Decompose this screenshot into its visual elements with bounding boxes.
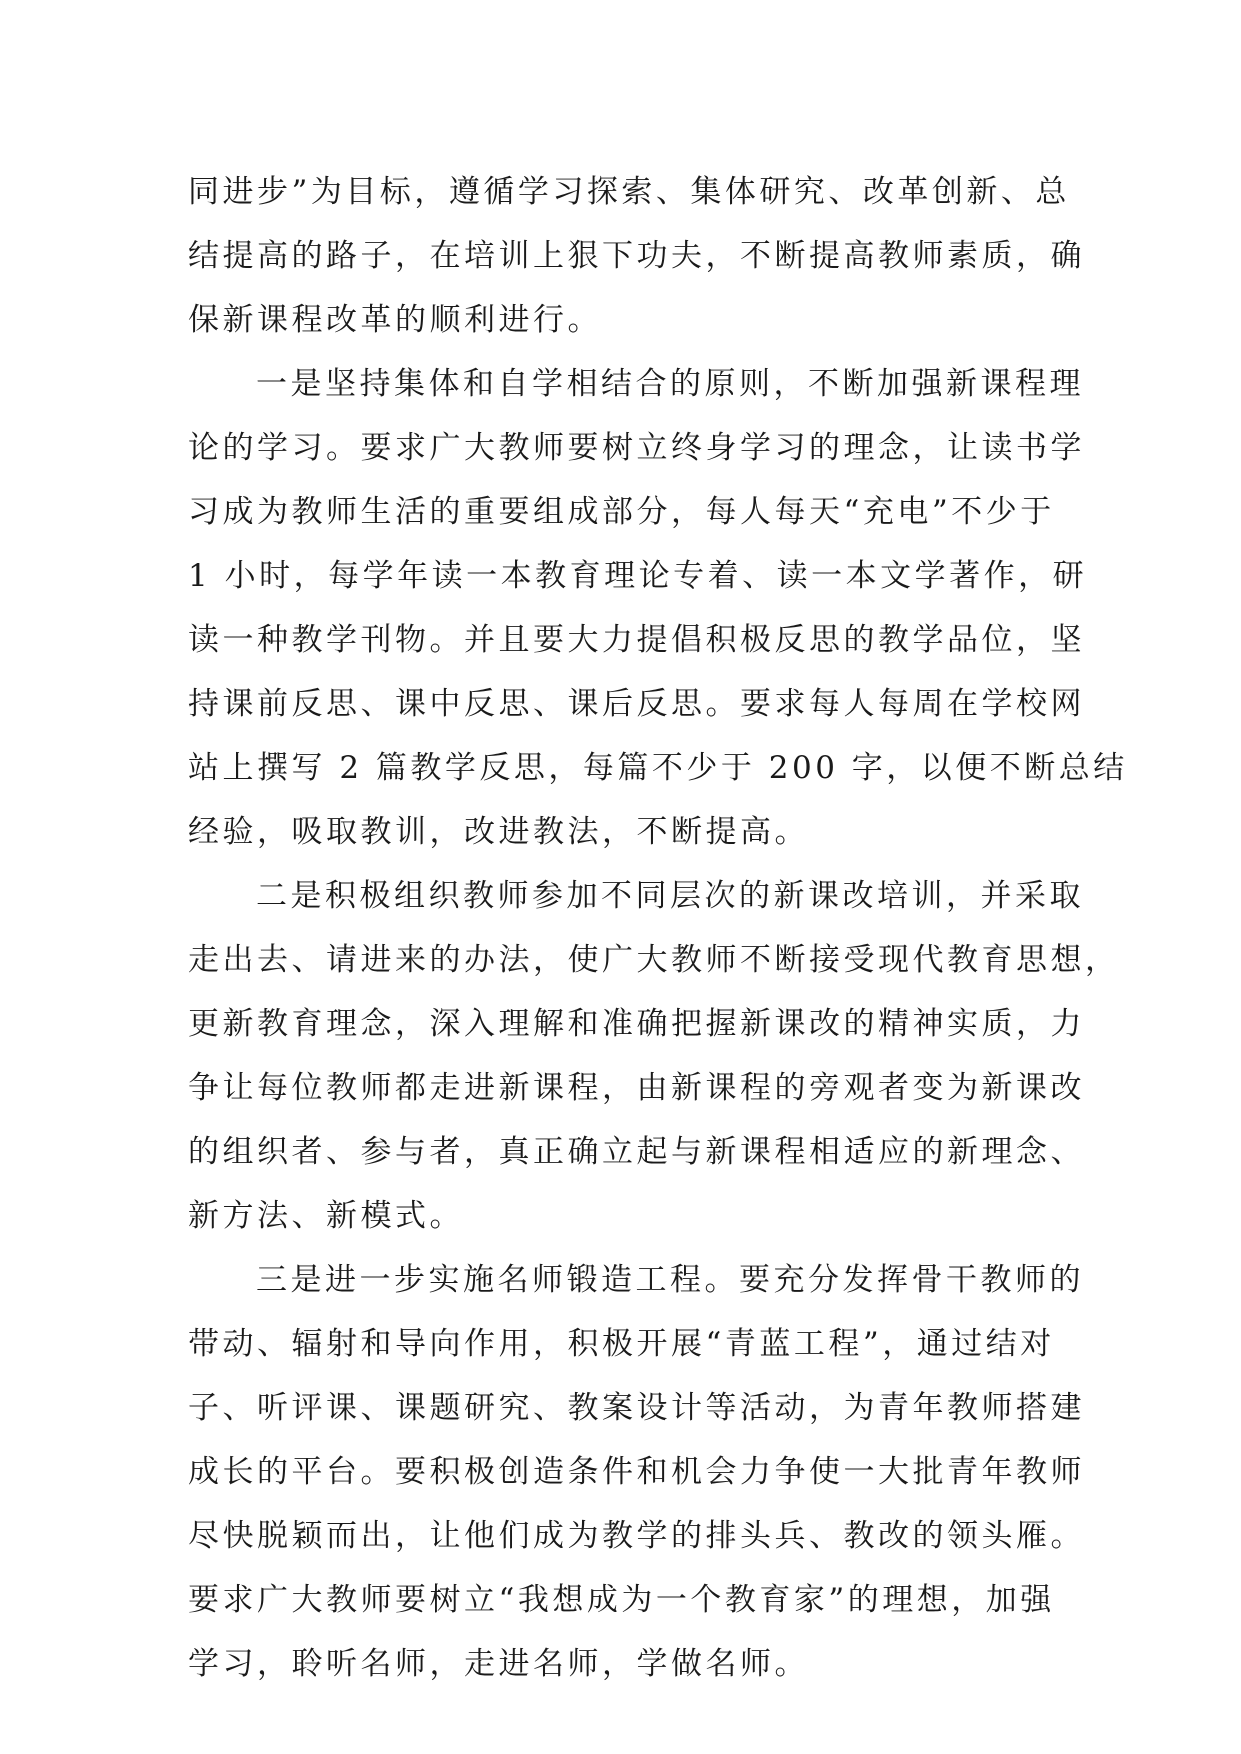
text-line: 学习，聆听名师，走进名师，学做名师。 xyxy=(188,1646,809,1682)
text-line: 新方法、新模式。 xyxy=(188,1198,464,1234)
text-line: 争让每位教师都走进新课程，由新课程的旁观者变为新课改 xyxy=(188,1070,1085,1106)
text-line: 成长的平台。要积极创造条件和机会力争使一大批青年教师 xyxy=(188,1454,1085,1490)
paragraph-first-line: 一是坚持集体和自学相结合的原则，不断加强新课程理 xyxy=(256,366,1084,402)
paragraph-first-line: 二是积极组织教师参加不同层次的新课改培训，并采取 xyxy=(256,878,1084,914)
text-line: 论的学习。要求广大教师要树立终身学习的理念，让读书学 xyxy=(188,430,1085,466)
text-line: 持课前反思、课中反思、课后反思。要求每人每周在学校网 xyxy=(188,686,1085,722)
text-line: 读一种教学刊物。并且要大力提倡积极反思的教学品位，坚 xyxy=(188,622,1085,658)
text-line: 更新教育理念，深入理解和准确把握新课改的精神实质，力 xyxy=(188,1006,1085,1042)
text-line: 保新课程改革的顺利进行。 xyxy=(188,302,602,338)
paragraph-first-line: 三是进一步实施名师锻造工程。要充分发挥骨干教师的 xyxy=(256,1262,1084,1298)
text-line: 走出去、请进来的办法，使广大教师不断接受现代教育思想， xyxy=(188,942,1120,978)
text-line: 经验，吸取教训，改进教法，不断提高。 xyxy=(188,814,809,850)
text-line: 的组织者、参与者，真正确立起与新课程相适应的新理念、 xyxy=(188,1134,1085,1170)
text-line: 尽快脱颖而出，让他们成为教学的排头兵、教改的领头雁。 xyxy=(188,1518,1085,1554)
text-line: 同进步”为目标，遵循学习探索、集体研究、改革创新、总 xyxy=(188,174,1070,210)
text-line: 结提高的路子，在培训上狠下功夫，不断提高教师素质，确 xyxy=(188,238,1085,274)
text-line: 习成为教师生活的重要组成部分，每人每天“充电”不少于 xyxy=(188,494,1055,530)
body-text xyxy=(188,160,1128,1696)
text-line: 1 小时，每学年读一本教育理论专着、读一本文学著作，研 xyxy=(188,558,1088,594)
text-line: 子、听评课、课题研究、教案设计等活动，为青年教师搭建 xyxy=(188,1390,1085,1426)
text-line: 带动、辐射和导向作用，积极开展“青蓝工程”，通过结对 xyxy=(188,1326,1055,1362)
text-line: 站上撰写 2 篇教学反思，每篇不少于 200 字，以便不断总结 xyxy=(188,750,1128,786)
text-line: 要求广大教师要树立“我想成为一个教育家”的理想，加强 xyxy=(188,1582,1055,1618)
